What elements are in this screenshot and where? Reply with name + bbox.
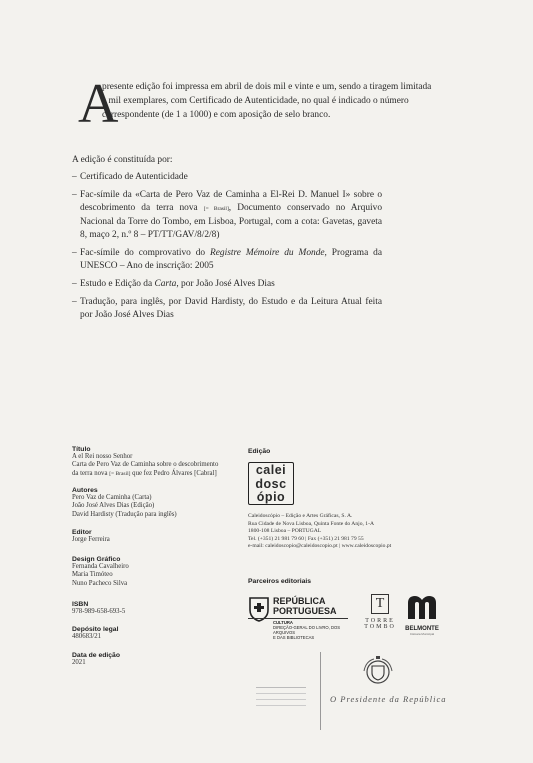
partner-text: BELMONTE — [405, 626, 439, 632]
colophon-heading: Editor — [72, 529, 92, 536]
partners-heading: Parceiros editoriais — [248, 578, 312, 585]
partner-text: DIREÇÃO-GERAL DO LIVRO, DOS ARQUIVOS — [273, 625, 341, 635]
intro-text — [102, 80, 458, 122]
intro-paragraph — [78, 73, 458, 135]
colophon-heading: Autores — [72, 487, 98, 494]
publisher-address: Caleidoscópio – Edição e Artes Gráficas, S. A. Rua Cidade de Nova Lisboa, Quinta Fonte do Anjo, 1-A 1800-108 Lisboa – PORTUGAL Tel. (+351) 21 981 79 60 | Fax (+351) 21 981 79 55 e-mail: caleidoscopio@caleidoscopio.pt | www.caleidoscopio.pt — [248, 513, 392, 550]
list-item: – Tradução, para inglês, por David Hardisty, do Estudo e da Leitura Atual feita por João José Alves Dias — [72, 296, 382, 322]
composition-list — [72, 171, 382, 322]
colophon-heading: ISBN — [72, 601, 89, 608]
colophon-value: Carta de Pero Vaz de Caminha sobre o descobrimento — [72, 461, 219, 469]
partner-text: REPÚBLICA — [273, 596, 326, 606]
list-item: – Fac-símile da «Carta de Pero Vaz de Caminha a El-Rei D. Manuel I» sobre o descobrimento da terra nova [= Brasil], Documento conservado no Arquivo Nacional da Torre do Tombo, em Lisboa, Portugal, com a cota: Gavetas, gaveta 8, maço 2, n.º 8 – PT/TT/GAV/8/2/8) — [72, 189, 382, 242]
partner-text: TOMBO — [364, 624, 396, 630]
colophon-value: Fernanda Cavalheiro — [72, 563, 129, 570]
colophon-value: A el Rei nosso Senhor — [72, 453, 133, 460]
colophon-isbn-block — [72, 601, 125, 616]
partner-text: TORRE — [365, 618, 395, 624]
colophon-value: Maria Timóteo — [72, 571, 113, 579]
colophon-value: 480683/21 — [72, 633, 102, 640]
colophon-legal-deposit-block — [72, 626, 118, 641]
edition-heading: Edição — [248, 448, 271, 455]
colophon-value: da terra nova [= Brasil] que fez Pedro Álvares [Cabral] — [72, 469, 217, 477]
colophon-heading: Data de edição — [72, 652, 120, 659]
drop-cap: A — [78, 73, 119, 135]
colophon-heading: Título — [72, 446, 91, 453]
colophon-value: 978-989-658-693-5 — [72, 608, 126, 615]
list-item: – Certificado de Autenticidade — [72, 171, 382, 184]
partner-text: E DAS BIBLIOTECAS — [273, 635, 315, 640]
composition-section — [72, 154, 382, 327]
colophon-value: David Hardisty (Tradução para inglês) — [72, 510, 177, 518]
colophon-value: Jorge Ferreira — [72, 536, 110, 543]
colophon-design-block — [72, 556, 129, 588]
colophon-date-block — [72, 652, 120, 667]
colophon-value: 2021 — [72, 659, 86, 666]
colophon-value: Nuno Pacheco Silva — [72, 579, 128, 587]
partner-text: PORTUGUESA — [273, 606, 337, 616]
belmonte-mark-icon — [405, 594, 439, 620]
divider — [320, 652, 321, 730]
partner-text: Câmara Municipal — [409, 632, 435, 636]
belmonte-logo — [402, 594, 442, 640]
colophon-value: João José Alves Dias (Edição) — [72, 502, 155, 510]
colophon-authors-block — [72, 487, 177, 519]
caleidoscopio-logo: calei dosc ópio — [248, 462, 294, 505]
colophon-heading: Depósito legal — [72, 626, 119, 633]
partner-text: CULTURA — [273, 620, 293, 625]
colophon-heading: Design Gráfico — [72, 556, 121, 563]
intro-line: presente edição foi impressa em abril de dois mil e vinte e um, sendo a tiragem limitada — [102, 82, 432, 92]
list-item: – Fac-símile do comprovativo do Registre Mémoire du Monde, Programa da UNESCO – Ano de inscrição: 2005 — [72, 247, 382, 273]
torre-do-tombo-logo — [360, 594, 400, 638]
composition-title: A edição é constituída por: — [72, 155, 173, 165]
tower-icon: T — [371, 594, 389, 614]
colophon-editor-block — [72, 529, 110, 544]
official-stamp-text — [256, 687, 306, 708]
colophon-value: Pero Vaz de Caminha (Carta) — [72, 494, 152, 501]
republica-portuguesa-logo — [248, 594, 348, 640]
colophon-title-block — [72, 446, 218, 478]
presidential-signature: O Presidente da República — [330, 694, 447, 704]
intro-line: a mil exemplares, com Certificado de Autenticidade, no qual é indicado o número — [102, 96, 409, 106]
presidential-emblem-icon — [360, 655, 396, 689]
intro-line: correspondente (de 1 a 1000) e com aposição de selo branco. — [102, 110, 331, 120]
list-item: – Estudo e Edição da Carta, por João José Alves Dias — [72, 278, 382, 291]
